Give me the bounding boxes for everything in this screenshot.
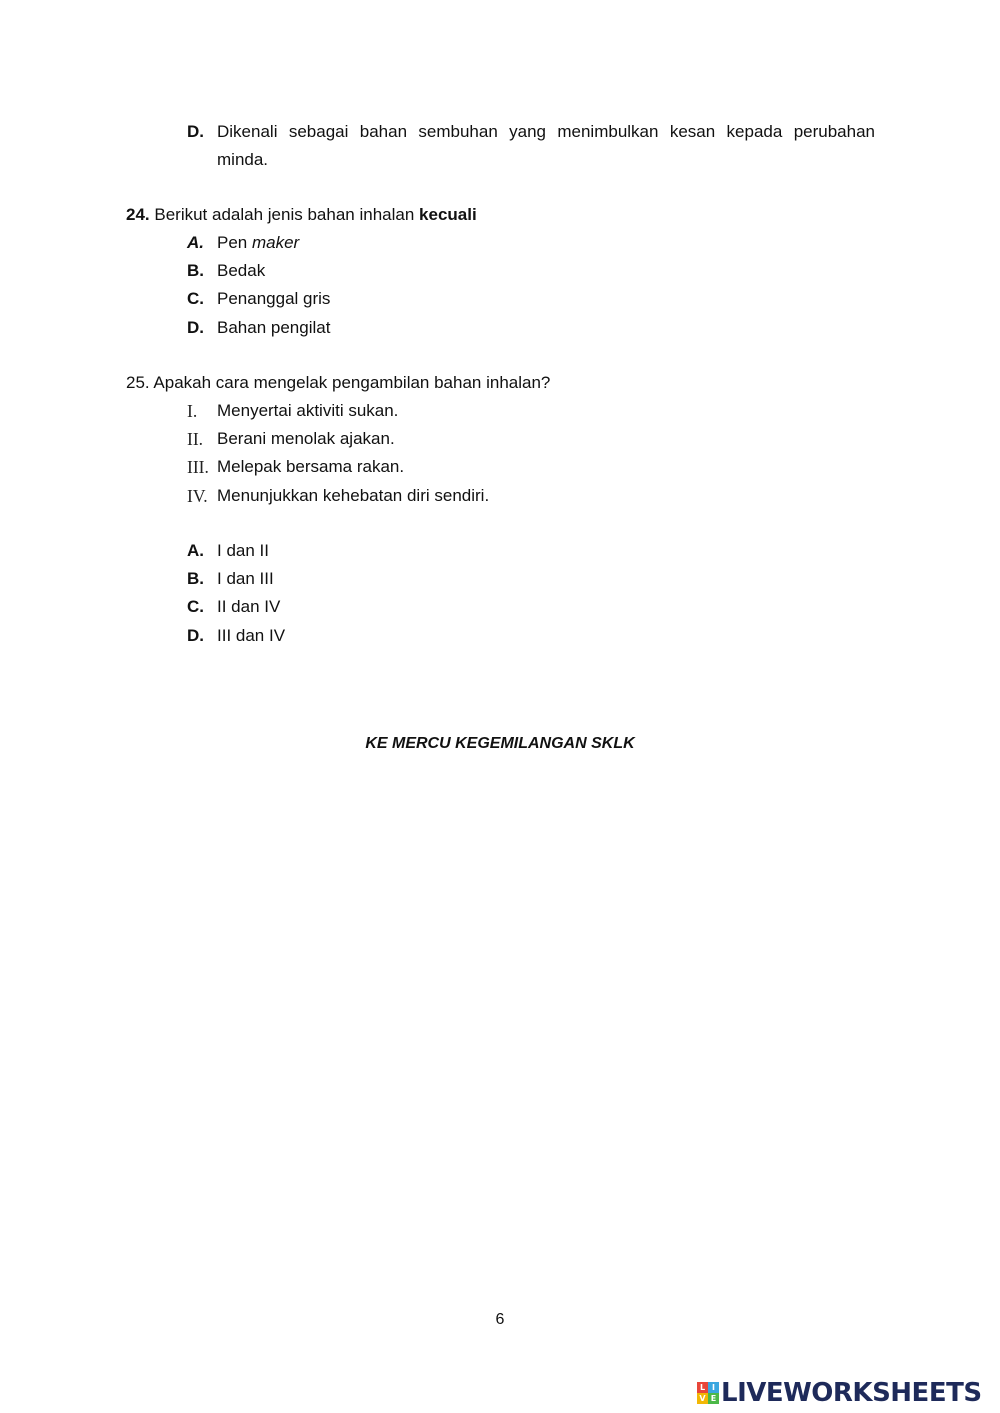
- q25-statement-4-text: Menunjukkan kehebatan diri sendiri.: [217, 486, 490, 505]
- q24-option-c-letter: C.: [187, 289, 204, 308]
- liveworksheets-logo-icon: [697, 1382, 719, 1404]
- logo-cell-i: I: [708, 1382, 719, 1393]
- q25-option-a-letter: A.: [187, 541, 204, 560]
- q25-option-b-text: I dan III: [217, 569, 274, 588]
- q24-option-b-text: Bedak: [217, 261, 266, 280]
- page-number: 6: [495, 1311, 505, 1328]
- q25-statement-2-text: Berani menolak ajakan.: [217, 429, 395, 448]
- q24-stem-bold: kecuali: [419, 205, 477, 224]
- q25-statement-1-numeral: I.: [187, 401, 198, 421]
- school-motto: KE MERCU KEGEMILANGAN SKLK: [365, 735, 635, 752]
- logo-cell-l: L: [697, 1382, 708, 1393]
- q25-statement-2-numeral: II.: [187, 429, 204, 449]
- q24-option-d-text: Bahan pengilat: [217, 318, 331, 337]
- q25-option-d-text: III dan IV: [217, 626, 286, 645]
- q25-statement-4-numeral: IV.: [187, 486, 208, 506]
- q25-option-c-letter: C.: [187, 597, 204, 616]
- q24-option-a-letter: A.: [187, 233, 204, 252]
- q25-option-a-text: I dan II: [217, 541, 269, 560]
- q24-number: 24.: [126, 205, 150, 224]
- q24-option-a-text: [217, 232, 299, 254]
- q25-option-b-letter: B.: [187, 569, 204, 588]
- liveworksheets-wordmark: LIVEWORKSHEETS: [721, 1378, 982, 1408]
- q24-option-c-text: Penanggal gris: [217, 289, 331, 308]
- q25-option-c-text: II dan IV: [217, 597, 281, 616]
- q23-option-d-line1: Dikenali sebagai bahan sembuhan yang menimbulkan kesan kepada perubahan: [217, 122, 875, 141]
- q25-statement-1-text: Menyertai aktiviti sukan.: [217, 401, 399, 420]
- logo-cell-v: V: [697, 1393, 708, 1404]
- q25-stem: 25. Apakah cara mengelak pengambilan bahan inhalan?: [126, 373, 551, 392]
- q25-option-d-letter: D.: [187, 626, 204, 645]
- q23-option-d-letter: D.: [187, 122, 204, 141]
- q24-stem: [126, 204, 477, 226]
- q24-stem-text: Berikut adalah jenis bahan inhalan: [154, 205, 415, 224]
- q24-option-a-word: Pen: [217, 233, 248, 252]
- q24-option-a-italic: maker: [251, 233, 300, 252]
- q25-statement-3-text: Melepak bersama rakan.: [217, 457, 405, 476]
- logo-cell-e: E: [708, 1393, 719, 1404]
- q24-option-b-letter: B.: [187, 261, 204, 280]
- q24-option-d-letter: D.: [187, 318, 204, 337]
- q25-statement-3-numeral: III.: [187, 457, 209, 477]
- q23-option-d-line2: minda.: [217, 150, 269, 169]
- liveworksheets-watermark[interactable]: [697, 1378, 982, 1408]
